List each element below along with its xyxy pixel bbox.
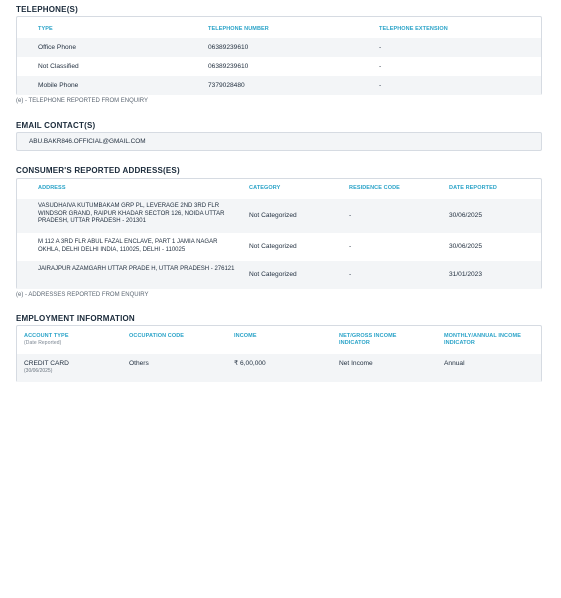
telephone-enquiry-note: (e) - TELEPHONE REPORTED FROM ENQUIRY — [16, 98, 149, 104]
address-section-title: CONSUMER'S REPORTED ADDRESS(ES) — [16, 166, 180, 175]
phone-type: Mobile Phone — [38, 82, 79, 89]
phone-number: 06389239610 — [208, 44, 249, 51]
header-category: CATEGORY — [249, 185, 281, 191]
table-row — [17, 354, 541, 382]
address-text: JAIRAJPUR AZAMGARH UTTAR PRADE H, UTTAR PRADESH - 276121 — [38, 266, 235, 272]
net-gross-value: Net Income — [339, 360, 373, 367]
email-box — [16, 132, 542, 151]
email-section-title: EMAIL CONTACT(S) — [16, 121, 96, 130]
phone-number: 7379028480 — [208, 82, 245, 89]
employment-account-type — [24, 360, 69, 374]
employment-section-title: EMPLOYMENT INFORMATION — [16, 314, 135, 323]
occupation-value: Others — [129, 360, 149, 367]
phone-extension: - — [379, 82, 382, 89]
header-monthly-annual-indicator: MONTHLY/ANNUAL INCOME INDICATOR — [444, 333, 521, 346]
header-account-type-label: ACCOUNT TYPE — [24, 333, 69, 339]
telephone-table — [16, 16, 542, 95]
income-value: ₹ 6,00,000 — [234, 360, 266, 367]
address-table — [16, 178, 542, 289]
address-date-reported: 30/06/2025 — [449, 212, 483, 219]
account-date-reported: (30/06/2025) — [24, 368, 53, 374]
phone-type: Not Classified — [38, 63, 79, 70]
monthly-annual-value: Annual — [444, 360, 465, 367]
header-type: TYPE — [38, 26, 53, 32]
phone-number: 06389239610 — [208, 63, 249, 70]
header-net-gross-indicator: NET/GROSS INCOME INDICATOR — [339, 333, 397, 346]
address-residence-code: - — [349, 243, 352, 250]
employment-table — [16, 325, 542, 382]
table-row — [17, 38, 541, 57]
address-enquiry-note: (e) - ADDRESSES REPORTED FROM ENQUIRY — [16, 292, 149, 298]
phone-type: Office Phone — [38, 44, 77, 51]
phone-extension: - — [379, 63, 382, 70]
header-telephone-extension: TELEPHONE EXTENSION — [379, 26, 448, 32]
header-address: ADDRESS — [38, 185, 66, 191]
header-residence-code: RESIDENCE CODE — [349, 185, 400, 191]
table-row — [17, 76, 541, 95]
address-category: Not Categorized — [249, 243, 297, 250]
header-account-type — [24, 333, 69, 346]
header-account-type-sub: (Date Reported) — [24, 339, 62, 346]
email-value: ABU.BAKR846.OFFICIAL@GMAIL.COM — [29, 138, 146, 145]
address-category: Not Categorized — [249, 212, 297, 219]
phone-extension: - — [379, 44, 382, 51]
header-income: INCOME — [234, 333, 257, 339]
address-category: Not Categorized — [249, 271, 297, 278]
address-text: VASUDHAIVA KUTUMBAKAM GRP PL, LEVERAGE 2ND 3RD FLR WINDSOR GRAND, RAIPUR KHADAR SECTOR 126, NOIDA UTTAR PRADESH, UTTAR PRADESH - 201301 — [38, 203, 225, 224]
account-type-value: CREDIT CARD — [24, 360, 69, 367]
header-occupation-code: OCCUPATION CODE — [129, 333, 185, 339]
address-residence-code: - — [349, 271, 352, 278]
header-date-reported: DATE REPORTED — [449, 185, 497, 191]
address-date-reported: 31/01/2023 — [449, 271, 483, 278]
address-text: M 112 A 3RD FLR ABUL FAZAL ENCLAVE, PART 1 JAMIA NAGAR OKHLA, DELHI DELHI INDIA, 110025, DELHI - 110025 — [38, 239, 218, 253]
address-date-reported: 30/06/2025 — [449, 243, 483, 250]
header-telephone-number: TELEPHONE NUMBER — [208, 26, 269, 32]
address-residence-code: - — [349, 212, 352, 219]
telephone-section-title: TELEPHONE(S) — [16, 5, 78, 14]
